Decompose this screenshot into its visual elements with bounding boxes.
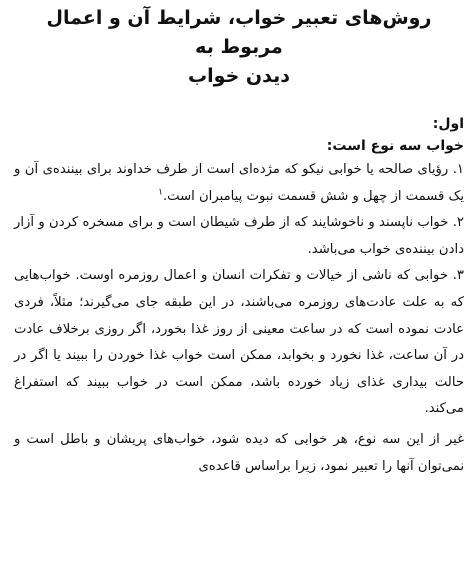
footnote-marker: ۱ xyxy=(158,187,163,198)
closing-paragraph: غیر از این سه نوع، هر خوابی که دیده شود، خواب‌های پریشان و باطل است و نمی‌توان آنها را تعبیر نمود، زیرا براساس قاعده‌ی xyxy=(14,431,464,474)
item-1-paragraph xyxy=(14,157,464,210)
title-line-1: روش‌های تعبیر خواب، شرایط آن و اعمال مربوط به xyxy=(46,7,432,58)
page-title xyxy=(14,4,464,91)
title-line-2: دیدن خواب xyxy=(188,65,290,87)
item-2-paragraph: ۲. خواب ناپسند و ناخوشایند که از طرف شیطان است و برای مسخره کردن و آزار دادن بیننده‌ی خواب می‌باشد. xyxy=(14,215,464,257)
intro-heading: خواب سه نوع است: xyxy=(326,138,464,154)
item-3-paragraph: ۳. خوابی که ناشی از خیالات و تفکرات انسان و اعمال روزمره اوست. خواب‌هایی که به علت عادت‌های روزمره می‌باشند، در این طبقه جای می‌گیرند؛ مثلاً، فردی عادت نموده است که در ساعت معینی از روز غذا بخورد، اگر روزی برخلاف عادت در آن ساعت، غذا نخورد و بخوابد، ممکن است خواب غذا خوردن را ببیند یا اگر در حالت بیداری غذای زیاد خورده باشد، ممکن است در خواب ببیند که استفراغ می‌کند. xyxy=(14,268,464,417)
item-1-text: ۱. رؤیای صالحه یا خوابی نیکو که مژده‌ای است از طرف خداوند برای بیننده‌ی آن و یک قسمت از چهل و شش قسمت نبوت پیامبران است. xyxy=(14,162,464,204)
section-label: اول: xyxy=(432,116,464,132)
